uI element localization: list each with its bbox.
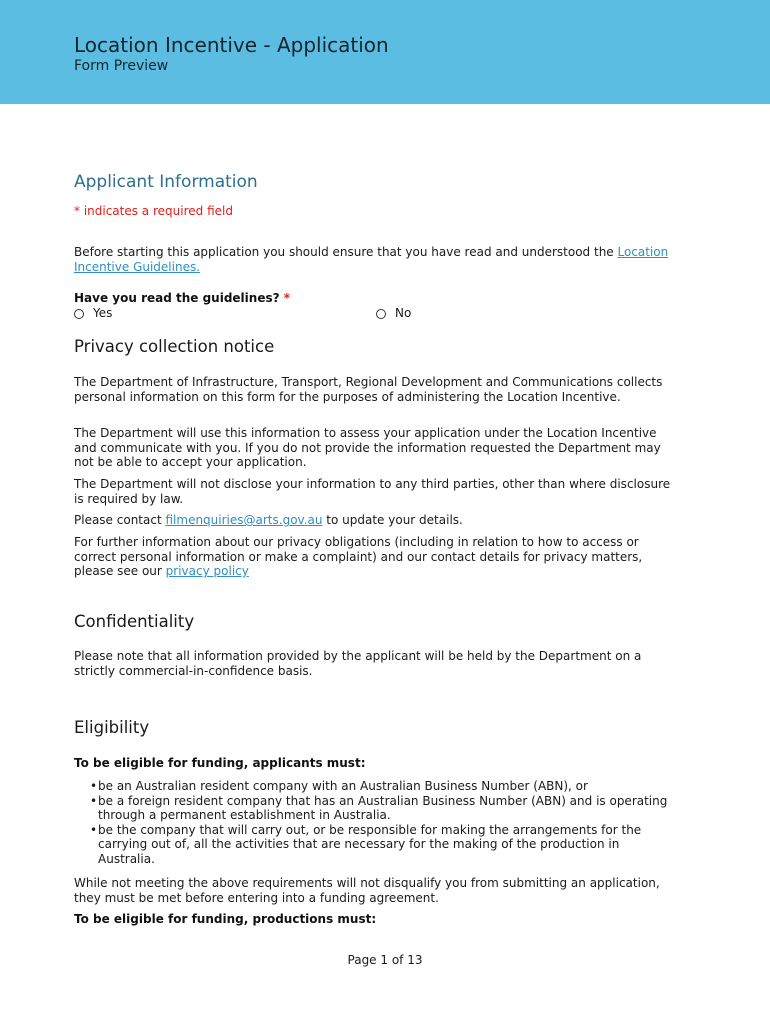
confidentiality-text: Please note that all information provided by the applicant will be held by the Department on a strictly commercial-in-confidence basis. [74, 649, 642, 678]
guidelines-link[interactable]: Location Incentive Guidelines. [74, 245, 669, 274]
list-item [90, 779, 674, 794]
privacy-paragraph-1: The Department of Infrastructure, Transport, Regional Development and Communications collects personal information on this form for the purposes of administering the Location Incentive. [74, 375, 663, 404]
privacy-heading: Privacy collection notice [74, 337, 275, 356]
radio-yes-label: Yes [93, 306, 113, 320]
guidelines-intro-text: Before starting this application you should ensure that you have read and understood the [74, 245, 618, 259]
list-item-text: be the company that will carry out, or be responsible for making the arrangements for the carrying out of, all the activities that are necessary for the making of the production in Australia. [98, 822, 642, 866]
productions-eligibility-label: To be eligible for funding, productions must: [74, 912, 377, 926]
required-field-note: * indicates a required field [74, 204, 233, 218]
form-title: Location Incentive - Application [74, 33, 389, 57]
list-item-text: be an Australian resident company with an Australian Business Number (ABN), or [98, 779, 588, 793]
radio-no-label: No [395, 306, 412, 320]
radio-circle-icon[interactable] [74, 309, 84, 319]
bullet-icon: • [90, 822, 98, 837]
list-item [90, 822, 674, 867]
confidentiality-heading: Confidentiality [74, 612, 195, 631]
privacy-paragraph-4 [74, 513, 674, 528]
applicants-eligibility-label: To be eligible for funding, applicants must: [74, 756, 366, 770]
eligibility-heading: Eligibility [74, 718, 150, 737]
guidelines-intro [74, 245, 674, 274]
radio-circle-icon[interactable] [376, 309, 386, 319]
bullet-icon: • [90, 793, 98, 808]
radio-no[interactable] [376, 306, 411, 321]
guidelines-question-label: Have you read the guidelines? [74, 291, 280, 305]
applicant-information-heading: Applicant Information [74, 172, 258, 192]
eligibility-note: While not meeting the above requirements will not disqualify you from submitting an application, they must be met before entering into a funding agreement. [74, 876, 660, 905]
privacy-paragraph-5 [74, 535, 674, 579]
bullet-icon: • [90, 779, 98, 793]
list-item-text: be a foreign resident company that has an Australian Business Number (ABN) and is operating through a permanent establishment in Australia. [98, 793, 668, 823]
privacy-further-text: For further information about our privacy obligations (including in relation to how to access or correct personal information or make a complaint) and our contact details for privacy matters, please see our [74, 535, 643, 579]
list-item [90, 793, 674, 823]
email-link[interactable]: filmenquiries@arts.gov.au [165, 513, 323, 527]
page-header [0, 0, 770, 104]
privacy-paragraph-2: The Department will use this information to assess your application under the Location Incentive and communicate with you. If you do not provide the information requested the Department may not be able to accept your application. [74, 426, 661, 470]
contact-text-end: to update your details. [322, 513, 463, 527]
page-number: Page 1 of 13 [347, 953, 423, 967]
required-star: * [283, 291, 291, 305]
eligibility-list [90, 779, 674, 867]
contact-text: Please contact [74, 513, 166, 527]
privacy-paragraph-3: The Department will not disclose your information to any third parties, other than where disclosure is required by law. [74, 477, 671, 506]
privacy-policy-link[interactable]: privacy policy [165, 564, 249, 579]
guidelines-question [74, 291, 290, 306]
radio-yes[interactable] [74, 306, 112, 321]
form-subtitle: Form Preview [74, 58, 169, 74]
